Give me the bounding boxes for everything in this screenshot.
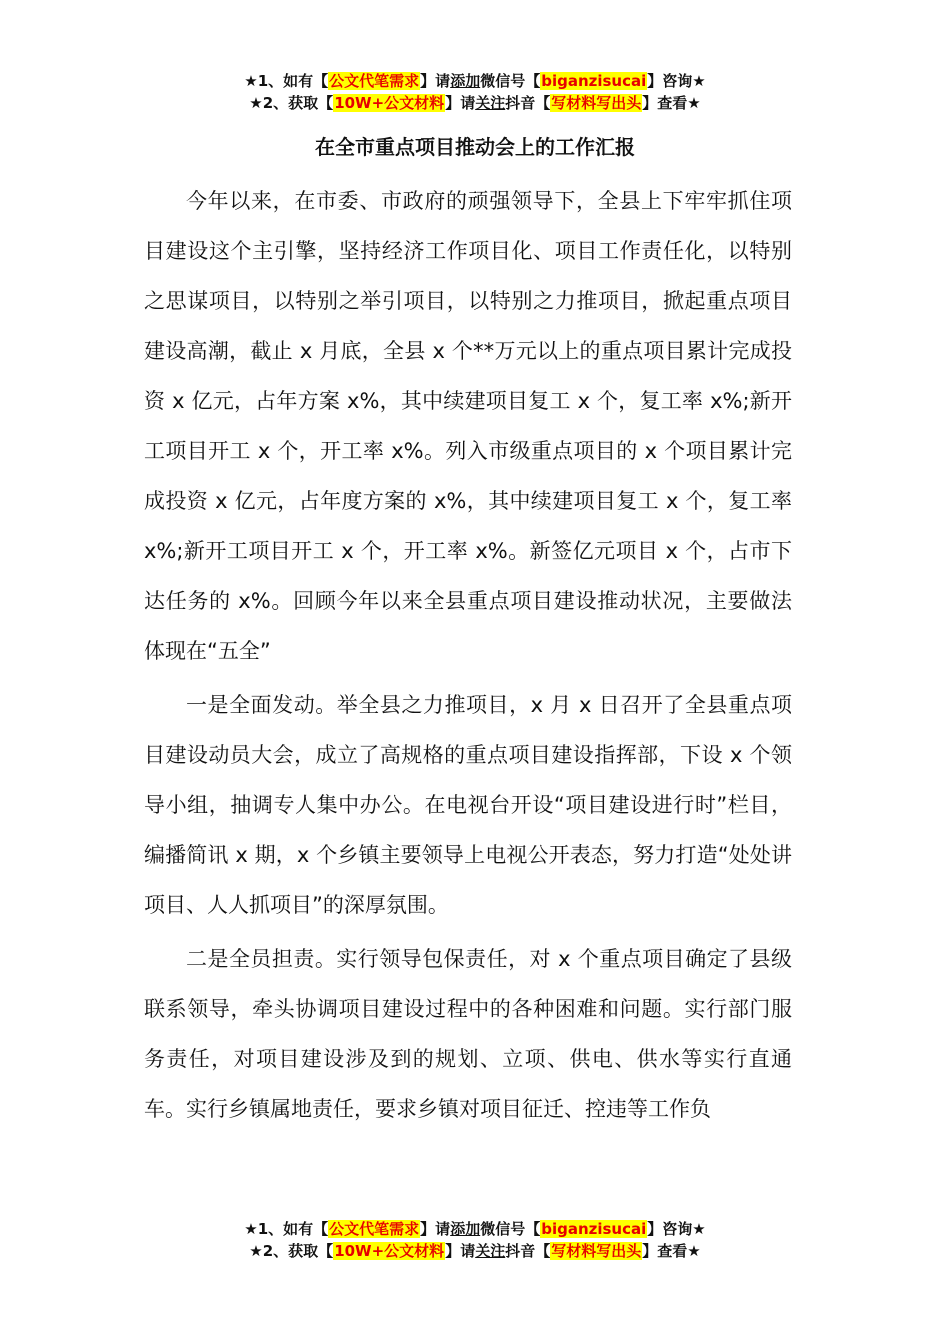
promo-highlight: 10W+公文材料 xyxy=(334,1242,445,1260)
promo-text: 】请 xyxy=(445,1242,476,1260)
promo-line-2 xyxy=(0,1240,950,1262)
promo-text: ★1、如有【 xyxy=(244,1220,329,1238)
promo-text: 】查看★ xyxy=(642,94,701,112)
promo-line-1 xyxy=(0,70,950,92)
promo-text: 微信号【 xyxy=(480,1220,541,1238)
paragraph: 一是全面发动。举全县之力推项目，x 月 x 日召开了全县重点项目建设动员大会，成立了高规格的重点项目建设指挥部，下设 x 个领导小组，抽调专人集中办公。在电视台开设“项目建设进行时”栏目，编播简讯 x 期，x 个乡镇主要领导上电视公开表态，努力打造“处处讲项目、人人抓项目”的深厚氛围。 xyxy=(144,693,792,917)
promo-highlight: 写材料写出头 xyxy=(551,94,642,112)
promo-text: 】查看★ xyxy=(642,1242,701,1260)
promo-underlined: 添加 xyxy=(450,72,481,90)
promo-text: 】请 xyxy=(420,72,451,90)
promo-text: 】咨询★ xyxy=(647,1220,706,1238)
promo-line-2 xyxy=(0,92,950,114)
footer-promo xyxy=(0,1218,950,1262)
promo-highlight: 写材料写出头 xyxy=(551,1242,642,1260)
promo-text: ★2、获取【 xyxy=(249,94,334,112)
paragraph: 二是全员担责。实行领导包保责任，对 x 个重点项目确定了县级联系领导，牵头协调项目建设过程中的各种困难和问题。实行部门服务责任，对项目建设涉及到的规划、立项、供电、供水等实行直通车。实行乡镇属地责任，要求乡镇对项目征迁、控违等工作负 xyxy=(144,947,792,1121)
promo-highlight: 10W+公文材料 xyxy=(334,94,445,112)
promo-highlight: 公文代笔需求 xyxy=(329,1220,420,1238)
document-body xyxy=(144,176,792,1138)
paragraph: 今年以来，在市委、市政府的顽强领导下，全县上下牢牢抓住项目建设这个主引擎，坚持经济工作项目化、项目工作责任化，以特别之思谋项目，以特别之举引项目，以特别之力推项目，掀起重点项目建设高潮，截止 x 月底，全县 x 个**万元以上的重点项目累计完成投资 x 亿元，占年方案 x%，其中续建项目复工 x 个，复工率 x%;新开工项目开工 x 个，开工率 x%。列入市级重点项目的 x 个项目累计完成投资 x 亿元，占年度方案的 x%，其中续建项目复工 x 个，复工率 x%;新开工项目开工 x 个，开工率 x%。新签亿元项目 x 个，占市下达任务的 x%。回顾今年以来全县重点项目建设推动状况，主要做法体现在“五全” xyxy=(144,189,792,663)
document-title: 在全市重点项目推动会上的工作汇报 xyxy=(315,135,635,159)
promo-text: 抖音【 xyxy=(505,1242,551,1260)
promo-text: 】请 xyxy=(420,1220,451,1238)
promo-highlight: biganzisucai xyxy=(541,72,647,90)
promo-underlined: 添加 xyxy=(450,1220,481,1238)
promo-text: 】请 xyxy=(445,94,476,112)
promo-text: 抖音【 xyxy=(505,94,551,112)
header-promo xyxy=(0,70,950,114)
promo-underlined: 关注 xyxy=(475,94,506,112)
promo-text: 微信号【 xyxy=(480,72,541,90)
promo-highlight: 公文代笔需求 xyxy=(329,72,420,90)
promo-text: 】咨询★ xyxy=(647,72,706,90)
promo-text: ★1、如有【 xyxy=(244,72,329,90)
promo-line-1 xyxy=(0,1218,950,1240)
promo-underlined: 关注 xyxy=(475,1242,506,1260)
promo-highlight: biganzisucai xyxy=(541,1220,647,1238)
promo-text: ★2、获取【 xyxy=(249,1242,334,1260)
